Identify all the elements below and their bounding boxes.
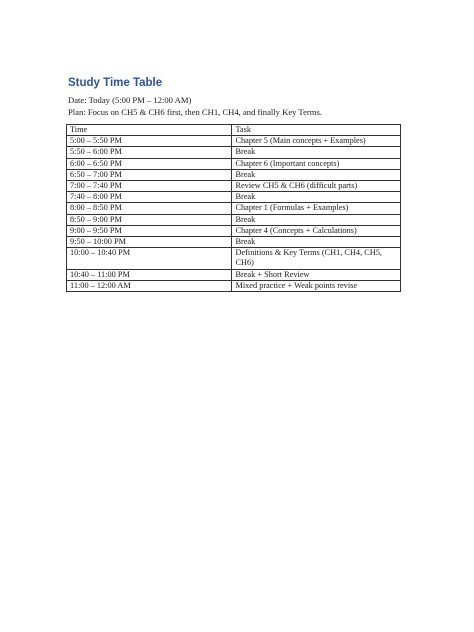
table-header-row [67,125,401,136]
table-row [67,136,401,147]
time-cell: 7:00 – 7:40 PM [67,181,232,192]
time-cell: 5:50 – 6:00 PM [67,147,232,158]
table-row [67,203,401,214]
table-row [67,147,401,158]
task-cell: Break [232,169,401,180]
document-title: Study Time Table [68,77,163,89]
time-cell: 8:50 – 9:00 PM [67,214,232,225]
task-cell: Review CH5 & CH6 (difficult parts) [232,181,401,192]
time-cell: 6:00 – 6:50 PM [67,158,232,169]
table-row [67,269,401,280]
time-cell: 6:50 – 7:00 PM [67,169,232,180]
task-cell: Break [232,214,401,225]
time-cell: 8:00 – 8:50 PM [67,203,232,214]
table-row [67,169,401,180]
task-cell: Chapter 5 (Main concepts + Examples) [232,136,401,147]
table-row [67,192,401,203]
time-cell: 5:00 – 5:50 PM [67,136,232,147]
task-cell: Break [232,237,401,248]
time-cell: 9:00 – 9:50 PM [67,225,232,236]
date-line: Date: Today (5:00 PM – 12:00 AM) [68,95,192,105]
task-cell: Break [232,192,401,203]
table-row [67,237,401,248]
time-cell: 11:00 – 12:00 AM [67,280,232,291]
task-cell: Break [232,147,401,158]
table-row [67,280,401,291]
task-cell: Chapter 6 (Important concepts) [232,158,401,169]
task-cell: Definitions & Key Terms (CH1, CH4, CH5, CH6) [232,248,401,269]
plan-line: Plan: Focus on CH5 & CH6 first, then CH1, CH4, and finally Key Terms. [68,107,322,117]
table-row [67,158,401,169]
header-task: Task [232,125,401,136]
task-cell: Break + Short Review [232,269,401,280]
time-cell: 10:40 – 11:00 PM [67,269,232,280]
task-cell: Mixed practice + Weak points revise [232,280,401,291]
task-cell: Chapter 1 (Formulas + Examples) [232,203,401,214]
task-cell: Chapter 4 (Concepts + Calculations) [232,225,401,236]
header-time: Time [67,125,232,136]
table-row [67,225,401,236]
time-cell: 7:40 – 8:00 PM [67,192,232,203]
table-row [67,214,401,225]
table-row [67,248,401,269]
time-cell: 9:50 – 10:00 PM [67,237,232,248]
time-cell: 10:00 – 10:40 PM [67,248,232,269]
study-timetable [66,124,401,292]
table-row [67,181,401,192]
